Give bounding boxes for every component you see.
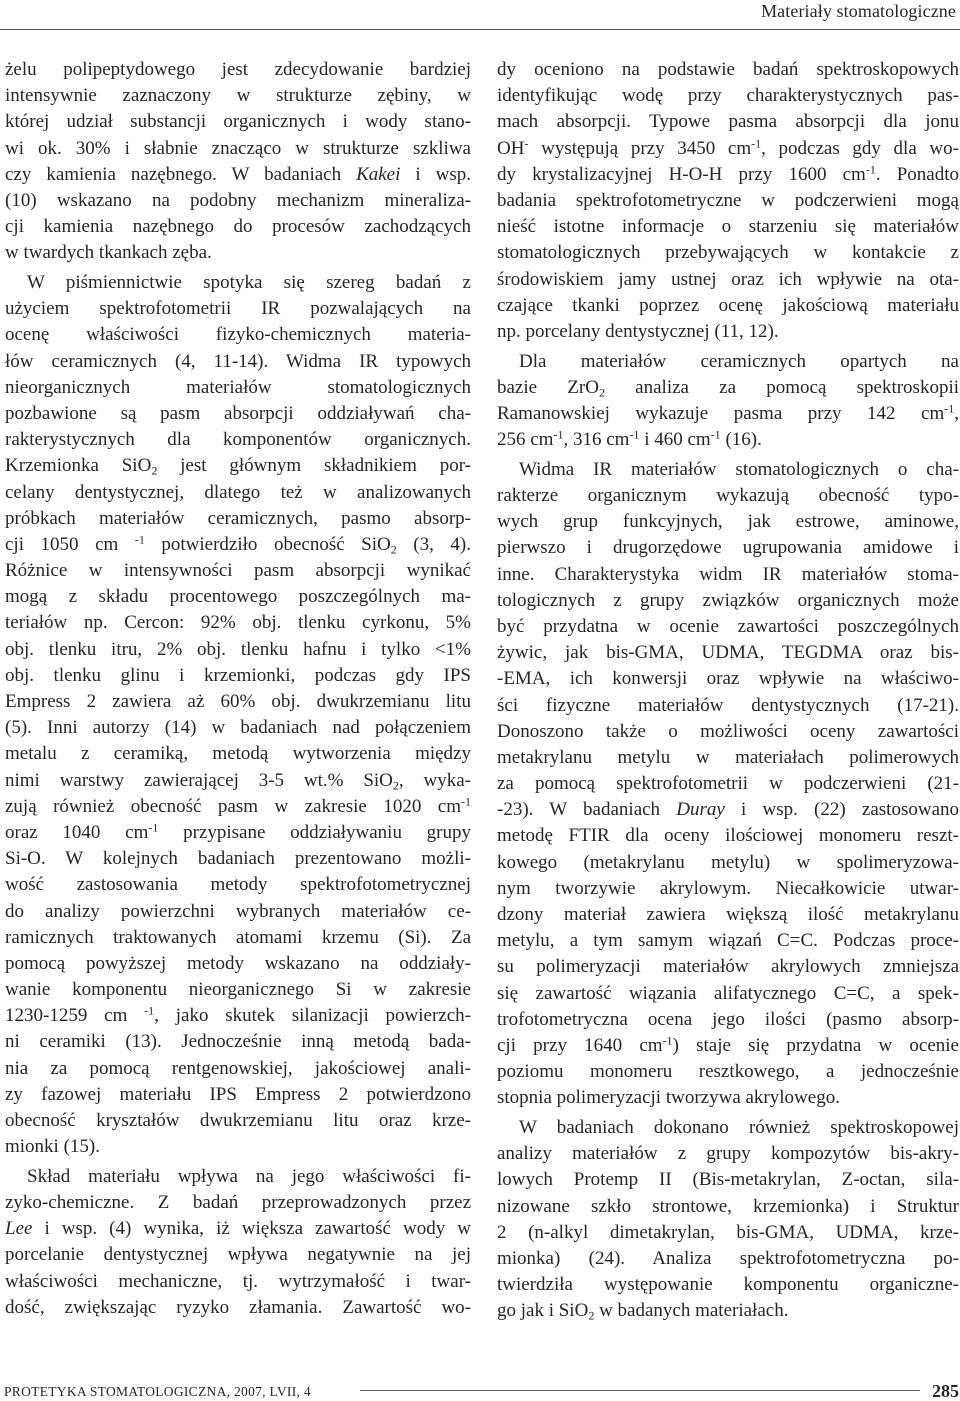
text-line: rakterystycznych dla komponentów organicznych. xyxy=(5,429,471,451)
text-line: w twardych tkankach zęba. xyxy=(5,242,212,264)
text-line: stomatologicznych przebywających w kontakcie z xyxy=(497,242,959,264)
text-line: metylu, a tym samym wiązań C=C. Podczas proce- xyxy=(497,930,959,952)
text-line: (10) wskazano na podobny mechanizm mineraliza- xyxy=(5,189,471,211)
text-line: żelu polipeptydowego jest zdecydowanie bardziej xyxy=(5,59,471,80)
text-line: zy fazowej materiału IPS Empress 2 potwierdzono xyxy=(5,1083,471,1105)
text-line: nym tworzywie akrylowym. Niecałkowicie utwar- xyxy=(497,877,959,899)
text-line: Skład materiału wpływa na jego właściwości fi- xyxy=(27,1165,471,1187)
text-line: (5). Inni autorzy (14) w badaniach nad połączeniem xyxy=(5,717,471,739)
text-line: obj. tlenku itru, 2% obj. tlenku hafnu i tylko <1% xyxy=(5,638,471,660)
text-line: żywic, jak bis-GMA, UDMA, TEGDMA oraz bis- xyxy=(497,642,959,664)
text-line: cji kamienia nazębnego do procesów zachodzących xyxy=(5,216,471,238)
running-head xyxy=(0,0,960,33)
text-line: celany dentystycznej, dlatego też w analizowanych xyxy=(5,481,471,503)
text-line: wość zastosowania metody spektrofotometrycznej xyxy=(5,874,471,896)
page-footer xyxy=(0,1382,960,1401)
text-line: właściwości mechaniczne, tj. wytrzymałość i twar- xyxy=(5,1270,471,1292)
text-line: Donoszono także o możliwości oceny zawartości xyxy=(497,720,959,742)
text-line: dzony materiał zawiera większą ilość metakrylanu xyxy=(497,904,959,925)
text-line: ści fizyczne materiałów dentystycznych (17-21). xyxy=(497,694,959,716)
text-line: np. porcelany dentystycznej (11, 12). xyxy=(497,320,779,342)
text-line: nieść istotne informacje o starzeniu się materiałów xyxy=(497,216,959,238)
text-line: W badaniach dokonano również spektroskopowej xyxy=(519,1117,959,1138)
text-line: identyfikując wodę przy charakterystycznych pas- xyxy=(497,85,959,107)
text-line: inne. Charakterystyka widm IR materiałów stoma- xyxy=(497,563,959,585)
text-line: tologicznych z grupy związków organicznych może xyxy=(497,589,959,611)
text-line: 256 $cm^{-1}$, 316 $cm^{-1}$ i 460 $cm^{-1}$ (16). xyxy=(497,427,762,451)
text-line: oraz 1040 $cm^{-1}$ przypisane oddziaływaniu grupy xyxy=(5,820,472,843)
text-line: analizy materiałów z grupy kompozytów bis-akry- xyxy=(497,1143,959,1165)
text-line: nimi warstwy zawierającej 3-5 wt.% SiO$_2$, wyka- xyxy=(5,769,471,793)
text-line: W piśmiennictwie spotyka się szereg badań z xyxy=(27,272,471,293)
text-line: Różnice w intensywności pasm absorpcji wynikać xyxy=(5,560,471,582)
footer-rule xyxy=(360,1390,920,1391)
text-line: Ramanowskiej wykazuje pasma przy 142 $cm^{-1}$, xyxy=(497,401,959,424)
text-line: mogą z składu procentowego poszczególnych ma- xyxy=(5,586,471,608)
text-line: być przydatna w ocenie zawartości poszczególnych xyxy=(497,615,959,637)
text-line: próbkach materiałów ceramicznych, pasmo absorp- xyxy=(5,507,471,529)
text-line: 1230-1259 cm $^{-1}$, jako skutek silanizacji powierzch- xyxy=(5,1003,472,1027)
text-line: dy krystalizacyjnej H-O-H przy 1600 $cm^{-1}$. Ponadto xyxy=(497,162,960,185)
header-rule xyxy=(0,29,960,30)
text-line: Dla materiałów ceramicznych opartych na xyxy=(519,350,959,372)
text-line: cji 1050 cm $^{-1}$ potwierdziło obecność SiO$_2$ (3, 4). xyxy=(5,532,472,557)
text-line: OH- występują przy 3450 $cm^{-1}$, podczas gdy dla wo- xyxy=(497,135,959,159)
text-line: go jak i SiO$_2$ w badanych materiałach. xyxy=(497,1300,789,1323)
text-line: twierdziła występowanie komponentu organiczne- xyxy=(497,1274,959,1296)
text-line: teriałów np. Cercon: 92% obj. tlenku cyrkonu, 5% xyxy=(5,612,471,634)
left-text-column xyxy=(5,57,471,1321)
text-line: metakrylanu metylu w materiałach polimerowych xyxy=(497,746,959,768)
text-line: metalu z ceramiką, metodą wytworzenia między xyxy=(5,743,471,765)
text-line: cji przy 1640 $cm^{-1}$) staje się przydatna w ocenie xyxy=(497,1033,959,1056)
text-line: kowego (metakrylanu metylu) w spolimeryzowa- xyxy=(497,851,959,873)
text-line: Lee i wsp. (4) wynika, iż większa zawartość wody w xyxy=(5,1218,471,1240)
text-line: do analizy powierzchni wybranych materiałów ce- xyxy=(5,900,471,922)
text-line: zują również obecność pasm w zakresie 1020 $cm^{-1}$ xyxy=(5,794,471,817)
text-line: się zawartość wiązania alifatycznego C=C, a spek- xyxy=(497,982,959,1004)
text-line: Empress 2 zawiera aż 60% obj. dwukrzemianu litu xyxy=(5,691,471,712)
text-line: ramicznych traktowanych atomami krzemu (Si). Za xyxy=(5,926,471,948)
text-line: czy kamienia nazębnego. W badaniach Kakei i wsp. xyxy=(5,163,471,185)
text-line: pozbawione są pasm absorpcji oddziaływań cha- xyxy=(5,402,471,424)
text-line: mionka) (24). Analiza spektrofotometryczna po- xyxy=(497,1247,959,1269)
text-line: obecność kryształów dwukrzemianu litu oraz krze- xyxy=(5,1110,471,1131)
text-line: nieorganicznych materiałów stomatologicznych xyxy=(5,376,471,398)
text-line: -EMA, ich konwersji oraz wpływie na właściwo- xyxy=(497,668,959,690)
text-line: wanie komponentu nieorganicznego Si w zakresie xyxy=(5,979,471,1001)
text-line: za pomocą spektrofotometrii w podczerwieni (21- xyxy=(497,773,959,795)
text-line: badania spektrofotometryczne w podczerwieni mogą xyxy=(497,189,959,211)
text-line: Widma IR materiałów stomatologicznych o cha- xyxy=(519,458,959,480)
text-line: obj. tlenku glinu i krzemionki, podczas gdy IPS xyxy=(5,664,471,686)
text-line: środowiskiem jamy ustnej oraz ich wpływie na ota- xyxy=(497,268,959,290)
text-line: dość, zwiększając ryzyko złamania. Zawartość wo- xyxy=(5,1296,471,1318)
page-number: 285 xyxy=(926,1382,959,1400)
text-line: wych grup funkcyjnych, jak estrowe, aminowe, xyxy=(497,511,959,533)
text-line: metodę FTIR dla oceny ilościowej monomeru reszt- xyxy=(497,825,959,847)
text-line: łów ceramicznych (4, 11-14). Widma IR typowych xyxy=(5,350,471,372)
text-line: pierwszo i drugorzędowe ugrupowania amidowe i xyxy=(497,537,959,559)
text-line: użyciem spektrofotometrii IR pozwalających na xyxy=(5,298,471,320)
text-line: -23). W badaniach Duray i wsp. (22) zastosowano xyxy=(497,799,959,821)
text-line: czające tkanki poprzez ocenę jakościową materiału xyxy=(497,294,959,316)
text-line: nia za pomocą rentgenowskiej, jakościowej anali- xyxy=(5,1057,471,1079)
text-line: bazie ZrO$_2$ analiza za pomocą spektroskopii xyxy=(497,376,960,400)
text-line: trofotometryczna ocena jego ilości (pasmo absorp- xyxy=(497,1008,959,1030)
text-line: 2 (n-alkyl dimetakrylan, bis-GMA, UDMA, krze- xyxy=(497,1221,959,1243)
text-line: mach absorpcji. Typowe pasma absorpcji dla jonu xyxy=(497,111,959,133)
text-line: wi ok. 30% i słabnie znacząco w strukturze szkliwa xyxy=(5,137,471,159)
text-line: Si-O. W kolejnych badaniach prezentowano możli- xyxy=(5,848,471,870)
text-line: stopnia polimeryzacji tworzywa akrylowego. xyxy=(497,1087,840,1109)
text-line: lowych Protemp II (Bis-metakrylan, Z-octan, sila- xyxy=(497,1169,959,1191)
journal-citation: PROTETYKA STOMATOLOGICZNA, 2007, LVII, 4 xyxy=(4,1384,311,1399)
text-line: Krzemionka SiO$_2$ jest głównym składnikiem por- xyxy=(5,455,471,478)
text-line: ni ceramiki (13). Jednocześnie inną metodą bada- xyxy=(5,1031,471,1053)
text-line: rakterze organicznym wykazują obecność typo- xyxy=(497,485,959,506)
text-line: nizowane szkło strontowe, krzemionka) i Struktur xyxy=(497,1195,959,1217)
right-text-column xyxy=(497,57,959,1325)
text-line: mionki (15). xyxy=(5,1136,100,1158)
text-line: su polimeryzacji materiałów akrylowych zmniejsza xyxy=(497,956,959,978)
text-line: intensywnie zaznaczony w strukturze zębiny, w xyxy=(5,85,471,107)
text-line: ocenę właściwości fizyko-chemicznych materia- xyxy=(5,324,471,346)
text-line: poziomu monomeru resztkowego, a jednocześnie xyxy=(497,1061,959,1083)
running-head-title: Materiały stomatologiczne xyxy=(761,1,956,21)
text-line: zyko-chemiczne. Z badań przeprowadzonych przez xyxy=(5,1192,471,1214)
text-line: której udział substancji organicznych i wody stano- xyxy=(5,111,471,133)
text-line: pomocą powyższej metody wskazano na oddziały- xyxy=(5,952,471,974)
text-line: porcelanie dentystycznej wpływa negatywnie na jej xyxy=(5,1244,471,1266)
text-line: dy oceniono na podstawie badań spektroskopowych xyxy=(497,59,959,80)
